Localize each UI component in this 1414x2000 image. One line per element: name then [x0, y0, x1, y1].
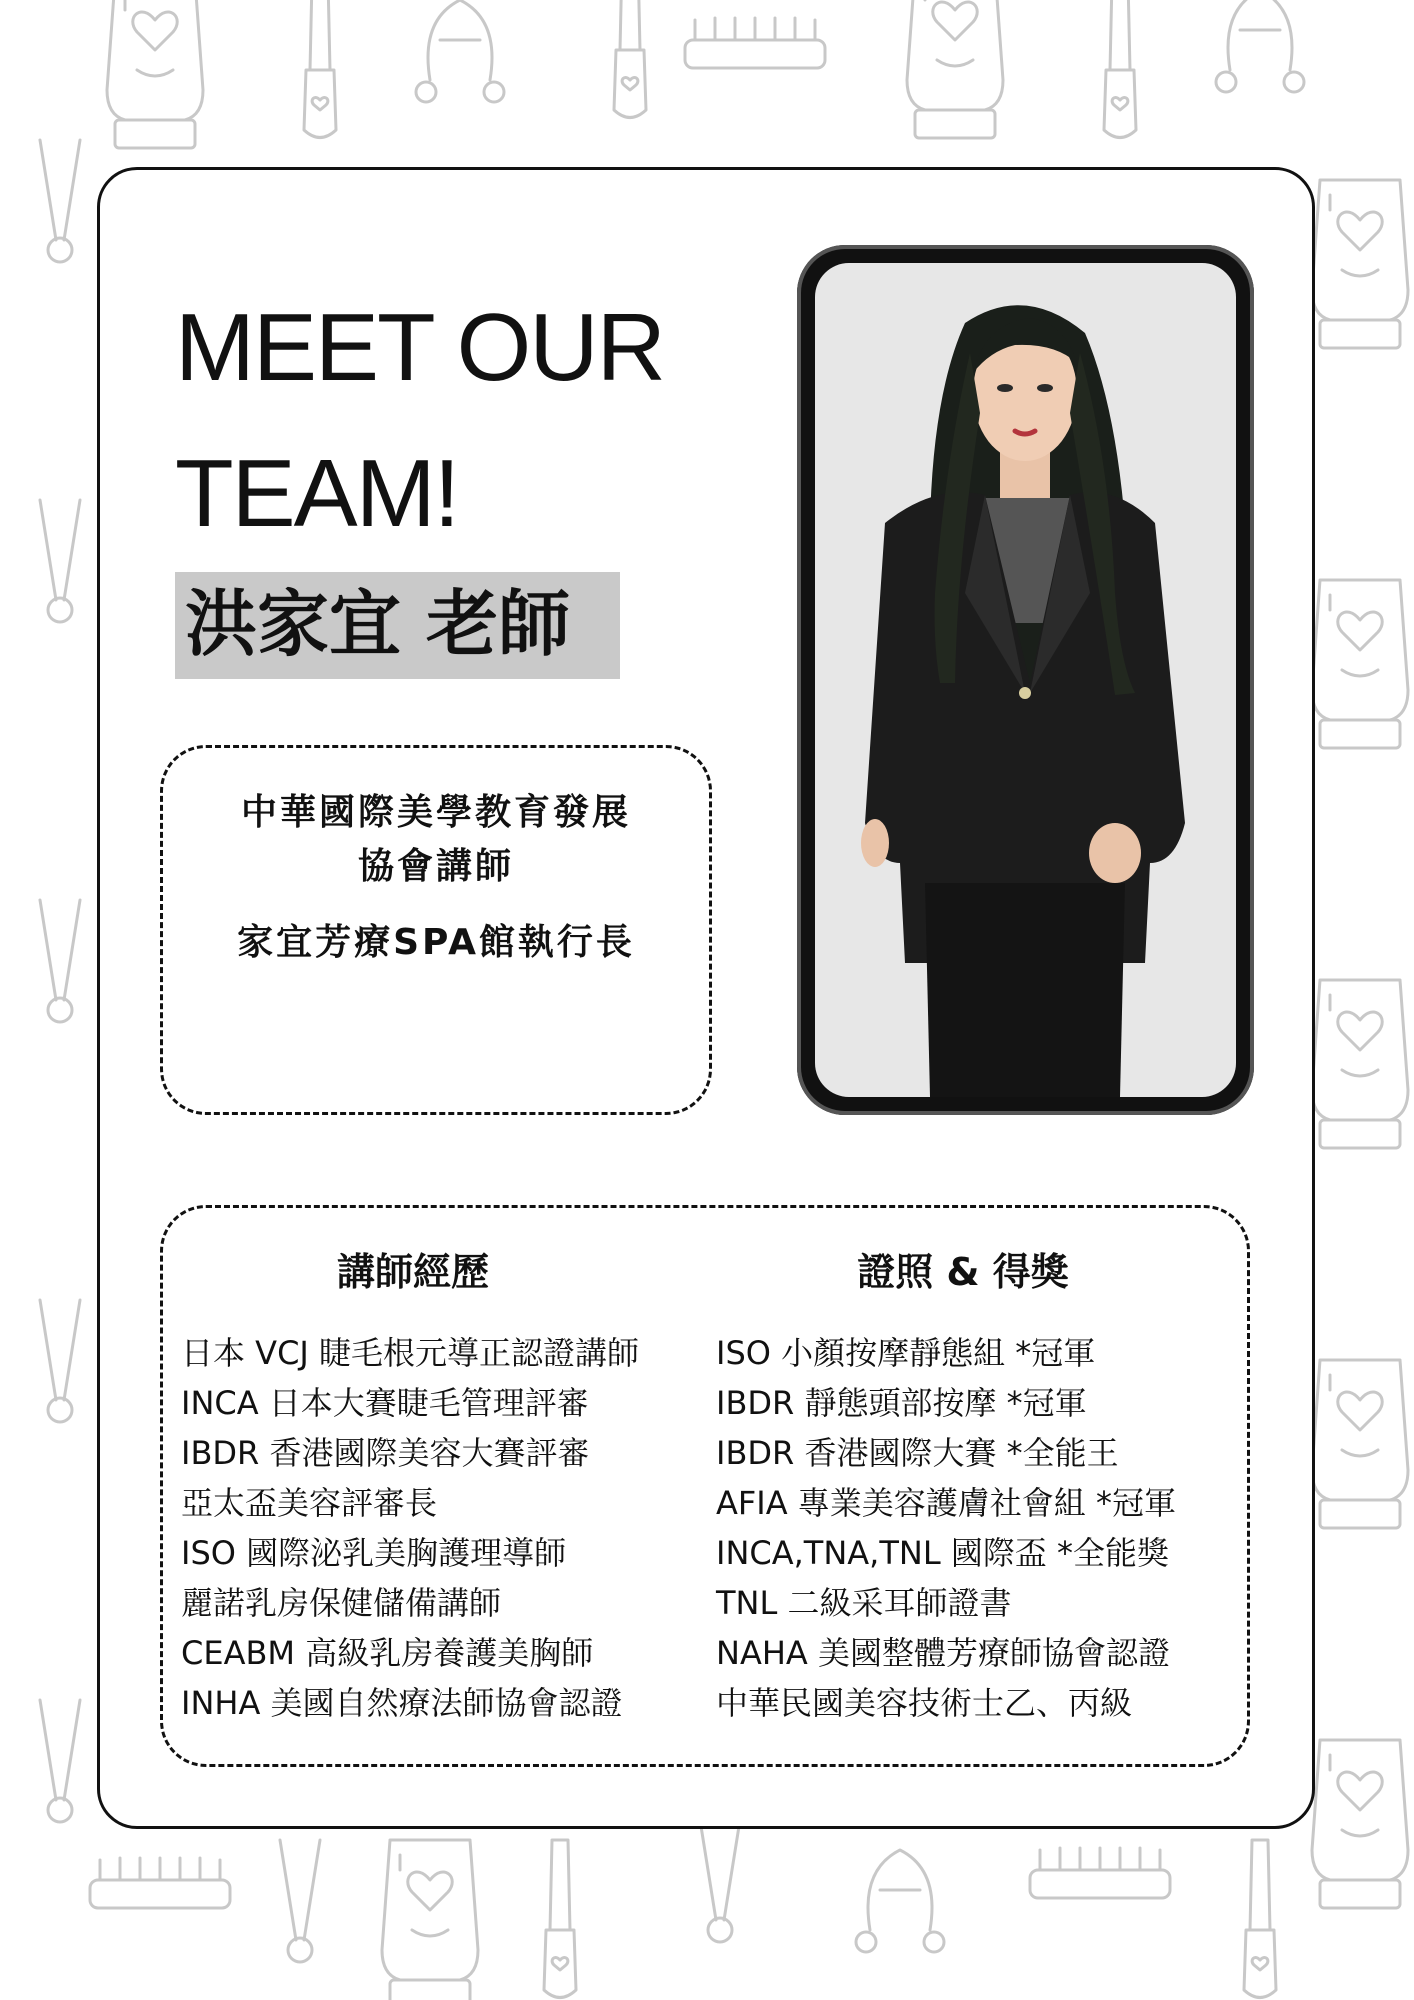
experience-item: 日本 VCJ 睫毛根元導正認證講師: [181, 1334, 640, 1372]
experience-item: CEABM 高級乳房養護美胸師: [181, 1634, 594, 1672]
experience-item: INHA 美國自然療法師協會認證: [181, 1684, 623, 1722]
experience-item: 麗諾乳房保健儲備講師: [181, 1584, 502, 1622]
credentials-box: [160, 1205, 1250, 1767]
experience-item: 亞太盃美容評審長: [181, 1484, 438, 1522]
teacher-name: 洪家宜 老師: [185, 582, 571, 666]
role-item: 家宜芳療SPA館執行長: [237, 922, 635, 963]
roles-box: [160, 745, 712, 1115]
award-item: TNL 二級采耳師證書: [716, 1584, 1012, 1622]
experience-item: INCA 日本大賽睫毛管理評審: [181, 1384, 589, 1422]
award-item: 中華民國美容技術士乙、丙級: [716, 1684, 1133, 1722]
award-item: ISO 小顏按摩靜態組 *冠軍: [716, 1334, 1096, 1372]
experience-item: ISO 國際泌乳美胸護理導師: [181, 1534, 567, 1572]
portrait-illustration: [815, 263, 1236, 1097]
experience-list: [181, 1328, 639, 1728]
awards-heading: 證照 & 得獎: [857, 1250, 1069, 1294]
award-item: IBDR 香港國際大賽 *全能王: [716, 1434, 1119, 1472]
role-item: 中華國際美學教育發展 協會講師: [240, 792, 631, 887]
roles-list: [163, 786, 709, 970]
teacher-name-badge: [175, 572, 620, 679]
award-item: AFIA 專業美容護膚社會組 *冠軍: [716, 1484, 1176, 1522]
portrait-frame: [797, 245, 1254, 1115]
awards-list: [716, 1328, 1176, 1728]
teacher-portrait: [815, 263, 1236, 1097]
experience-heading: 講師經歷: [336, 1250, 489, 1294]
award-item: INCA,TNA,TNL 國際盃 *全能獎: [716, 1534, 1169, 1572]
experience-item: IBDR 香港國際美容大賽評審: [181, 1434, 590, 1472]
award-item: NAHA 美國整體芳療師協會認證: [716, 1634, 1170, 1672]
award-item: IBDR 靜態頭部按摩 *冠軍: [716, 1384, 1087, 1422]
page-title: MEET OUR TEAM!: [175, 294, 664, 547]
